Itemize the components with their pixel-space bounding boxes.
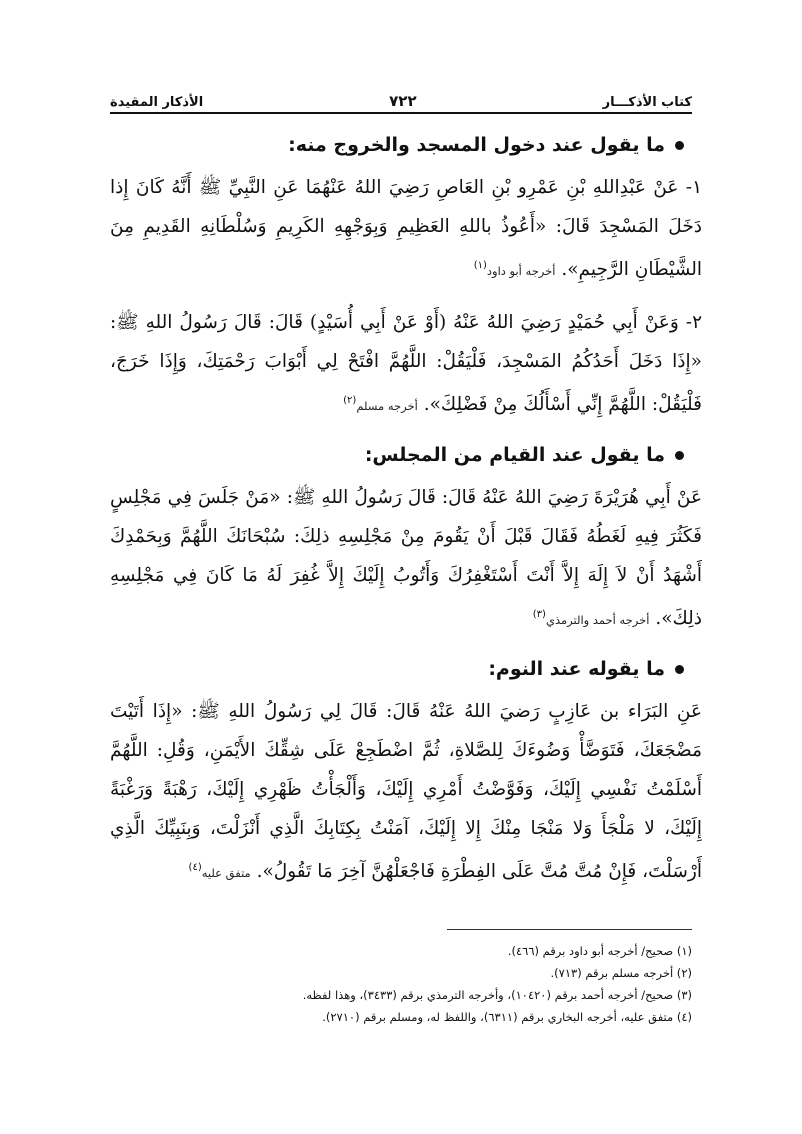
header-rule (110, 112, 692, 114)
bullet-icon (675, 665, 684, 674)
chapter-title: الأذكار المقيدة (110, 95, 204, 110)
footnote-ref[interactable]: (١) (473, 260, 487, 271)
footnote-item: (١) صحيح/ أخرجه أبو داود برقم (٤٦٦). (507, 944, 692, 958)
hadith-source: أخرجه مسلم (356, 399, 418, 414)
section-heading-text: ما يقوله عند النوم: (488, 658, 665, 681)
main-content (110, 128, 702, 906)
hadith-number: ١- (685, 177, 702, 198)
book-title: كتاب الأذكـــار (602, 95, 692, 110)
section-heading (110, 438, 684, 472)
section-heading (110, 128, 684, 162)
hadith-number: ٢- (685, 312, 702, 334)
section-heading (110, 652, 684, 686)
hadith-source: أخرجه أبو داود (486, 264, 556, 279)
footnote-separator (447, 929, 692, 930)
footnote-ref[interactable]: (٣) (532, 609, 546, 621)
hadith-paragraph (110, 478, 702, 640)
footnote-item: (٢) أخرجه مسلم برقم (٧١٣). (550, 966, 692, 980)
footnote-item: (٣) صحيح/ أخرجه أحمد برقم (١٠٤٢٠)، وأخرجه الترمذي برقم (٣٤٣٣)، وهذا لفظه. (302, 988, 692, 1002)
hadith-paragraph (110, 303, 702, 426)
running-header (110, 84, 692, 110)
hadith-text: عَنِ البَرَاء بن عَازِبٍ رَضيَ اللهُ عَنْهُ قَالَ: قَالَ لِي رَسُولُ اللهِ ﷺ: «إِذَا أَتَيْتَ مَضْجَعَكَ، فَتَوَضَّأْ وَضُوءَكَ لِلصَّلاةِ، ثُمَّ اضْطَجِعْ عَلَى شِقِّكَ الأَيْمَنِ، وَقُلِ: اللَّهُمَّ أَسْلَمْتُ نَفْسِي إِلَيْكَ، وَفَوَّضْتُ أَمْرِي إِلَيْكَ، وَأَلْجَأْتُ ظَهْرِي إِلَيْكَ، رَهْبَةً وَرَغْبَةً إِلَيْكَ، لا مَلْجَأَ وَلا مَنْجَا مِنْكَ إِلا إِلَيْكَ، آمَنْتُ بِكِتَابِكَ الَّذِي أَنْزَلْتَ، وَبِنَبِيِّكَ الَّذِي أَرْسَلْتَ، فَإِنْ مُتَّ مُتَّ عَلَى الفِطْرَةِ فَاجْعَلْهُنَّ آخِرَ مَا تَقُولُ». (110, 701, 702, 883)
hadith-paragraph (110, 168, 702, 291)
footnote-ref[interactable]: (٤) (188, 862, 202, 874)
hadith-text: عَنْ عَبْدِاللهِ بْنِ عَمْرِو بْنِ العَاصِ رَضِيَ اللهُ عَنْهُمَا عَنِ النَّبِيِّ ﷺ أَنَّهُ كَانَ إِذا دَخَلَ المَسْجِدَ قَالَ: «أَعُوذُ باللهِ العَظِيمِ وَبِوَجْهِهِ الكَرِيمِ وَسُلْطَانِهِ القَدِيمِ مِنَ الشَّيْطَانِ الرَّجِيمِ». (110, 177, 702, 281)
bullet-icon (675, 141, 684, 150)
bullet-icon (675, 451, 684, 460)
hadith-source: أخرجه أحمد والترمذي (545, 613, 650, 628)
footnote-ref[interactable]: (٢) (343, 395, 357, 407)
page-number: ٧٢٢ (389, 92, 417, 110)
section-heading-text: ما يقول عند القيام من المجلس: (364, 444, 665, 467)
footnote-item: (٤) متفق عليه، أخرجه البخاري برقم (٦٣١١)، واللفظ له، ومسلم برقم (٢٧١٠). (322, 1010, 692, 1024)
hadith-source: متفق عليه (201, 866, 251, 881)
hadith-text: عَنْ أَبِي هُرَيْرَةَ رَضِيَ اللهُ عَنْهُ قَالَ: قَالَ رَسُولُ اللهِ ﷺ: «مَنْ جَلَسَ فِي مَجْلِسٍ فَكَثُرَ فِيهِ لَغَطُهُ فَقَالَ قَبْلَ أَنْ يَقُومَ مِنْ مَجْلِسِهِ ذلِكَ: سُبْحَانَكَ اللَّهُمَّ وَبِحَمْدِكَ أَشْهَدُ أَنْ لاَ إِلَهَ إِلاَّ أَنْتَ أَسْتَغْفِرُكَ وَأَتُوبُ إِلَيْكَ إِلاَّ غُفِرَ لَهُ مَا كَانَ فِي مَجْلِسِهِ ذلِكَ». (110, 487, 702, 630)
hadith-paragraph (110, 692, 702, 893)
section-heading-text: ما يقول عند دخول المسجد والخروج منه: (288, 134, 665, 156)
hadith-text: وَعَنْ أَبِي حُمَيْدٍ رَضِيَ اللهُ عَنْهُ (أَوْ عَنْ أَبِي أُسَيْدٍ) قَالَ: قَالَ رَسُولُ اللهِ ﷺ: «إِذَا دَخَلَ أَحَدُكُمُ المَسْجِدَ، فَلْيَقُلْ: اللَّهُمَّ افْتَحْ لِي أَبْوَابَ رَحْمَتِكَ، وَإِذَا خَرَجَ، فَلْيَقُلْ: اللَّهُمَّ إِنِّي أَسْأَلُكَ مِنْ فَضْلِكَ». (110, 312, 702, 416)
footnotes (110, 940, 692, 1028)
